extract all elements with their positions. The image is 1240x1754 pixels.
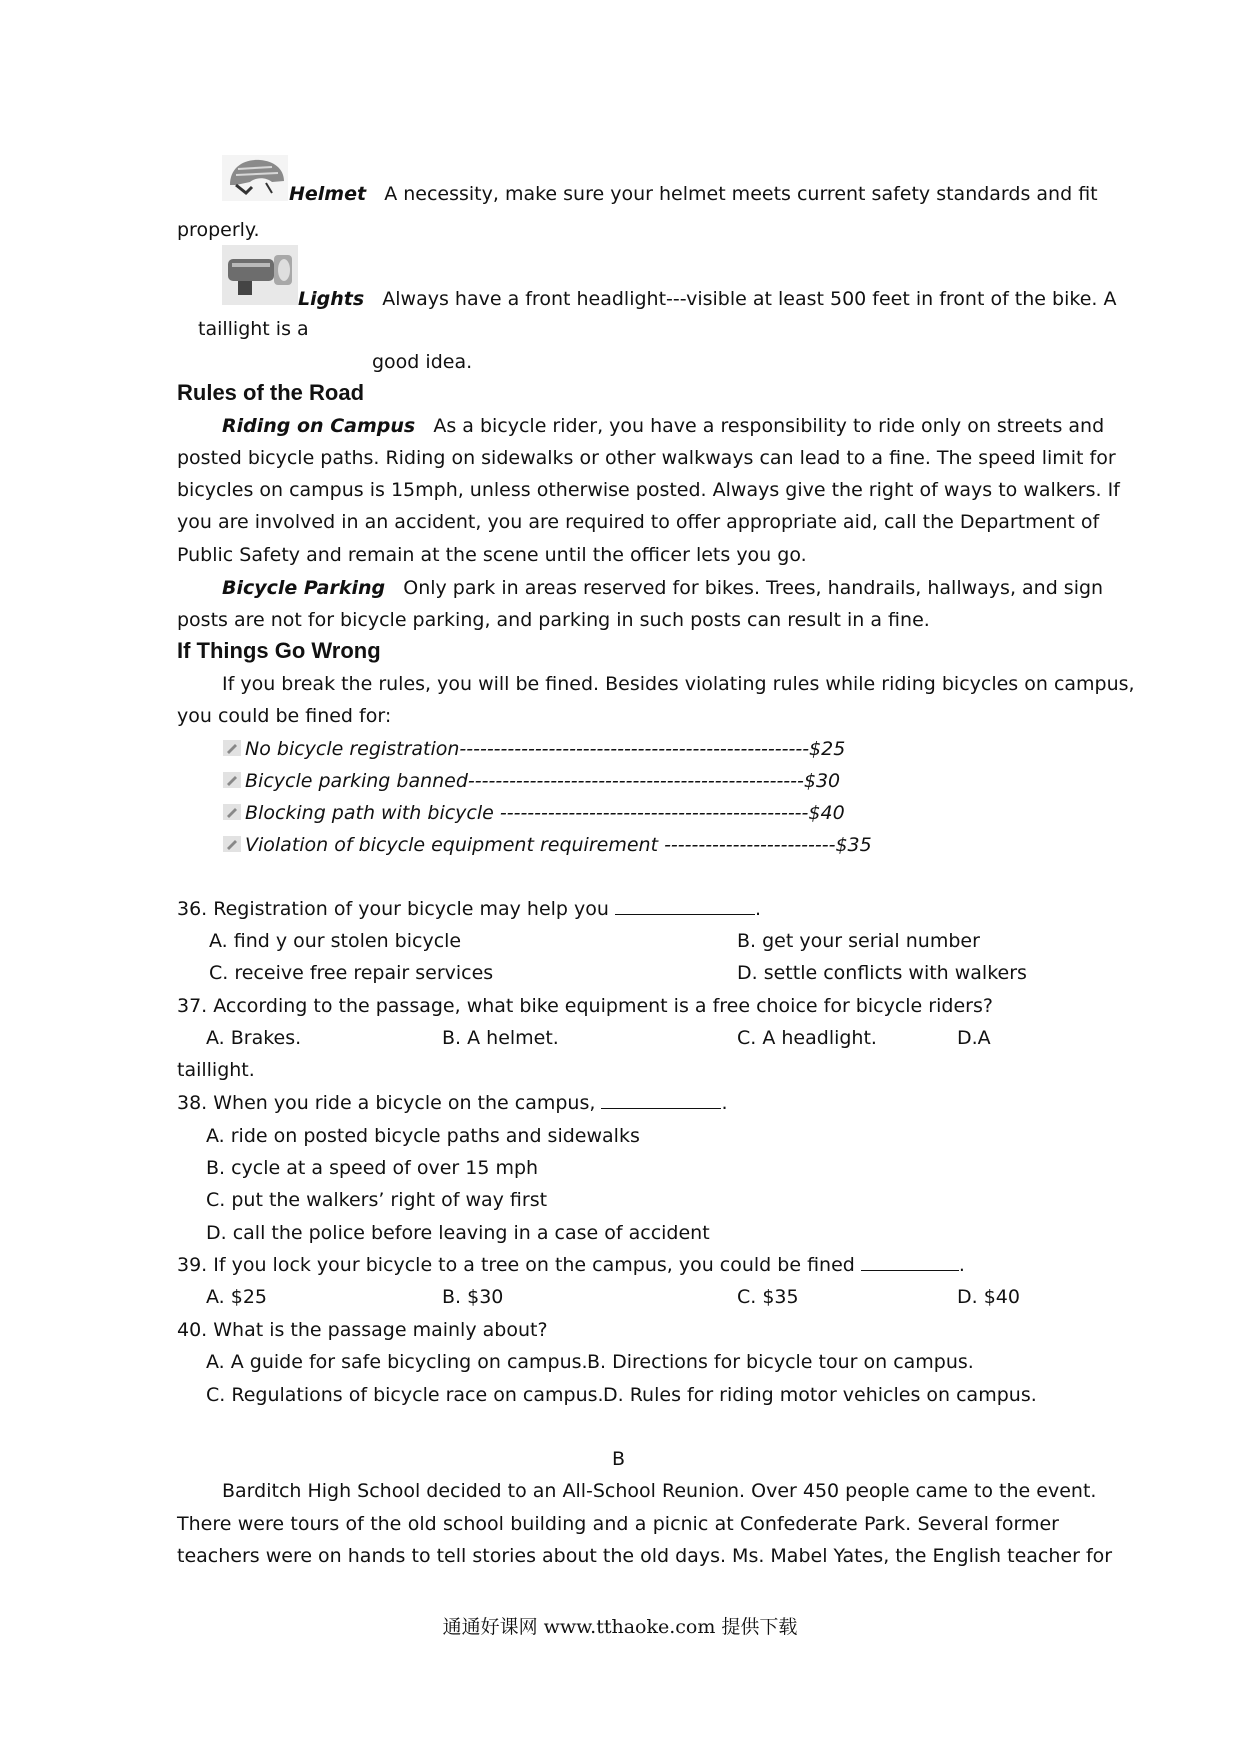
helmet-line1 bbox=[289, 178, 1098, 211]
question-39 bbox=[177, 1249, 965, 1282]
pencil-icon bbox=[222, 767, 242, 785]
lights-label: Lights bbox=[298, 288, 365, 310]
option-38c: C. put the walkers’ right of way first bbox=[206, 1189, 548, 1211]
wrong-line1: If you break the rules, you will be fined. Besides violating rules while riding bicycles on campus, bbox=[222, 673, 1135, 695]
answer-blank bbox=[861, 1252, 959, 1271]
option-36d: D. settle conflicts with walkers bbox=[737, 962, 1027, 984]
pencil-icon bbox=[222, 735, 242, 753]
option-36b: B. get your serial number bbox=[737, 930, 980, 952]
wrong-heading: If Things Go Wrong bbox=[177, 638, 381, 663]
section-b-line1: Barditch High School decided to an All-School Reunion. Over 450 people came to the event. bbox=[222, 1480, 1097, 1502]
fine-item bbox=[222, 765, 840, 798]
section-b-letter: B bbox=[612, 1448, 626, 1470]
helmet-label: Helmet bbox=[289, 183, 367, 205]
wrong-line2: you could be fined for: bbox=[177, 705, 392, 727]
fine-item-text: Blocking path with bicycle ---------------------------------------------$40 bbox=[245, 802, 845, 824]
fine-item bbox=[222, 829, 872, 862]
stem-end: . bbox=[754, 898, 762, 920]
lights-text: Always have a front headlight---visible at least 500 feet in front of the bike. A bbox=[382, 288, 1117, 310]
option-37c: C. A headlight. bbox=[737, 1027, 877, 1049]
option-39b: B. $30 bbox=[442, 1286, 504, 1308]
riding-line3: bicycles on campus is 15mph, unless otherwise posted. Always give the right of ways to walkers. If bbox=[177, 479, 1120, 501]
bike-light-icon bbox=[222, 245, 298, 305]
option-39d: D. $40 bbox=[957, 1286, 1020, 1308]
riding-line2: posted bicycle paths. Riding on sidewalks or other walkways can lead to a fine. The speed limit for bbox=[177, 447, 1116, 469]
fine-item-text: Bicycle parking banned-------------------------------------------------$30 bbox=[245, 770, 841, 792]
stem-end: . bbox=[958, 1254, 965, 1276]
option-37b: B. A helmet. bbox=[442, 1027, 559, 1049]
option-36c: C. receive free repair services bbox=[209, 962, 494, 984]
option-36a: A. find y our stolen bicycle bbox=[209, 930, 462, 952]
riding-line1 bbox=[222, 410, 1105, 443]
option-38d: D. call the police before leaving in a case of accident bbox=[206, 1222, 710, 1244]
section-b-line3: teachers were on hands to tell stories about the old days. Ms. Mabel Yates, the English teacher for bbox=[177, 1545, 1113, 1567]
pencil-icon bbox=[222, 831, 242, 849]
riding-text: As a bicycle rider, you have a responsibility to ride only on streets and bbox=[433, 415, 1105, 437]
option-40d: D. Rules for riding motor vehicles on campus. bbox=[603, 1384, 1037, 1406]
rules-heading: Rules of the Road bbox=[177, 380, 365, 405]
helmet-text: A necessity, make sure your helmet meets current safety standards and fit bbox=[384, 183, 1098, 205]
question-stem: 39. If you lock your bicycle to a tree on the campus, you could be fined bbox=[177, 1254, 855, 1276]
riding-label: Riding on Campus bbox=[222, 415, 416, 437]
lights-line1 bbox=[298, 283, 1117, 316]
pencil-icon bbox=[222, 799, 242, 817]
parking-line1 bbox=[222, 572, 1104, 605]
lights-line3: good idea. bbox=[372, 351, 473, 373]
parking-text: Only park in areas reserved for bikes. Trees, handrails, hallways, and sign bbox=[403, 577, 1104, 599]
fine-item bbox=[222, 797, 845, 830]
question-stem: 36. Registration of your bicycle may help you bbox=[177, 898, 609, 920]
stem-end: . bbox=[721, 1092, 728, 1114]
section-b-line2: There were tours of the old school building and a picnic at Confederate Park. Several former bbox=[177, 1513, 1059, 1535]
question-40: 40. What is the passage mainly about? bbox=[177, 1319, 548, 1341]
option-40a: A. A guide for safe bicycling on campus. bbox=[206, 1351, 588, 1373]
option-37a: A. Brakes. bbox=[206, 1027, 302, 1049]
fine-item-text: Violation of bicycle equipment requirement -------------------------$35 bbox=[245, 834, 872, 856]
helmet-line2: properly. bbox=[177, 219, 260, 241]
option-39a: A. $25 bbox=[206, 1286, 268, 1308]
option-39c: C. $35 bbox=[737, 1286, 799, 1308]
option-37d-cont: taillight. bbox=[177, 1059, 255, 1081]
riding-line5: Public Safety and remain at the scene until the officer lets you go. bbox=[177, 544, 807, 566]
option-40b: B. Directions for bicycle tour on campus. bbox=[587, 1351, 974, 1373]
option-37d: D.A bbox=[957, 1027, 991, 1049]
parking-line2: posts are not for bicycle parking, and parking in such posts can result in a fine. bbox=[177, 609, 930, 631]
helmet-icon bbox=[222, 155, 288, 201]
question-38 bbox=[177, 1087, 728, 1120]
fine-item-text: No bicycle registration---------------------------------------------------$25 bbox=[245, 738, 846, 760]
option-38b: B. cycle at a speed of over 15 mph bbox=[206, 1157, 539, 1179]
parking-label: Bicycle Parking bbox=[222, 577, 386, 599]
question-stem: 38. When you ride a bicycle on the campus, bbox=[177, 1092, 596, 1114]
fine-item bbox=[222, 733, 845, 766]
lights-line2: taillight is a bbox=[198, 318, 309, 340]
answer-blank bbox=[615, 896, 755, 915]
option-38a: A. ride on posted bicycle paths and sidewalks bbox=[206, 1125, 640, 1147]
option-40c: C. Regulations of bicycle race on campus. bbox=[206, 1384, 604, 1406]
question-37: 37. According to the passage, what bike equipment is a free choice for bicycle riders? bbox=[177, 995, 993, 1017]
answer-blank bbox=[601, 1090, 721, 1109]
footer-watermark: 通通好课网 www.tthaoke.com 提供下载 bbox=[442, 1616, 798, 1638]
riding-line4: you are involved in an accident, you are required to offer appropriate aid, call the Department of bbox=[177, 511, 1100, 533]
question-36 bbox=[177, 893, 761, 926]
